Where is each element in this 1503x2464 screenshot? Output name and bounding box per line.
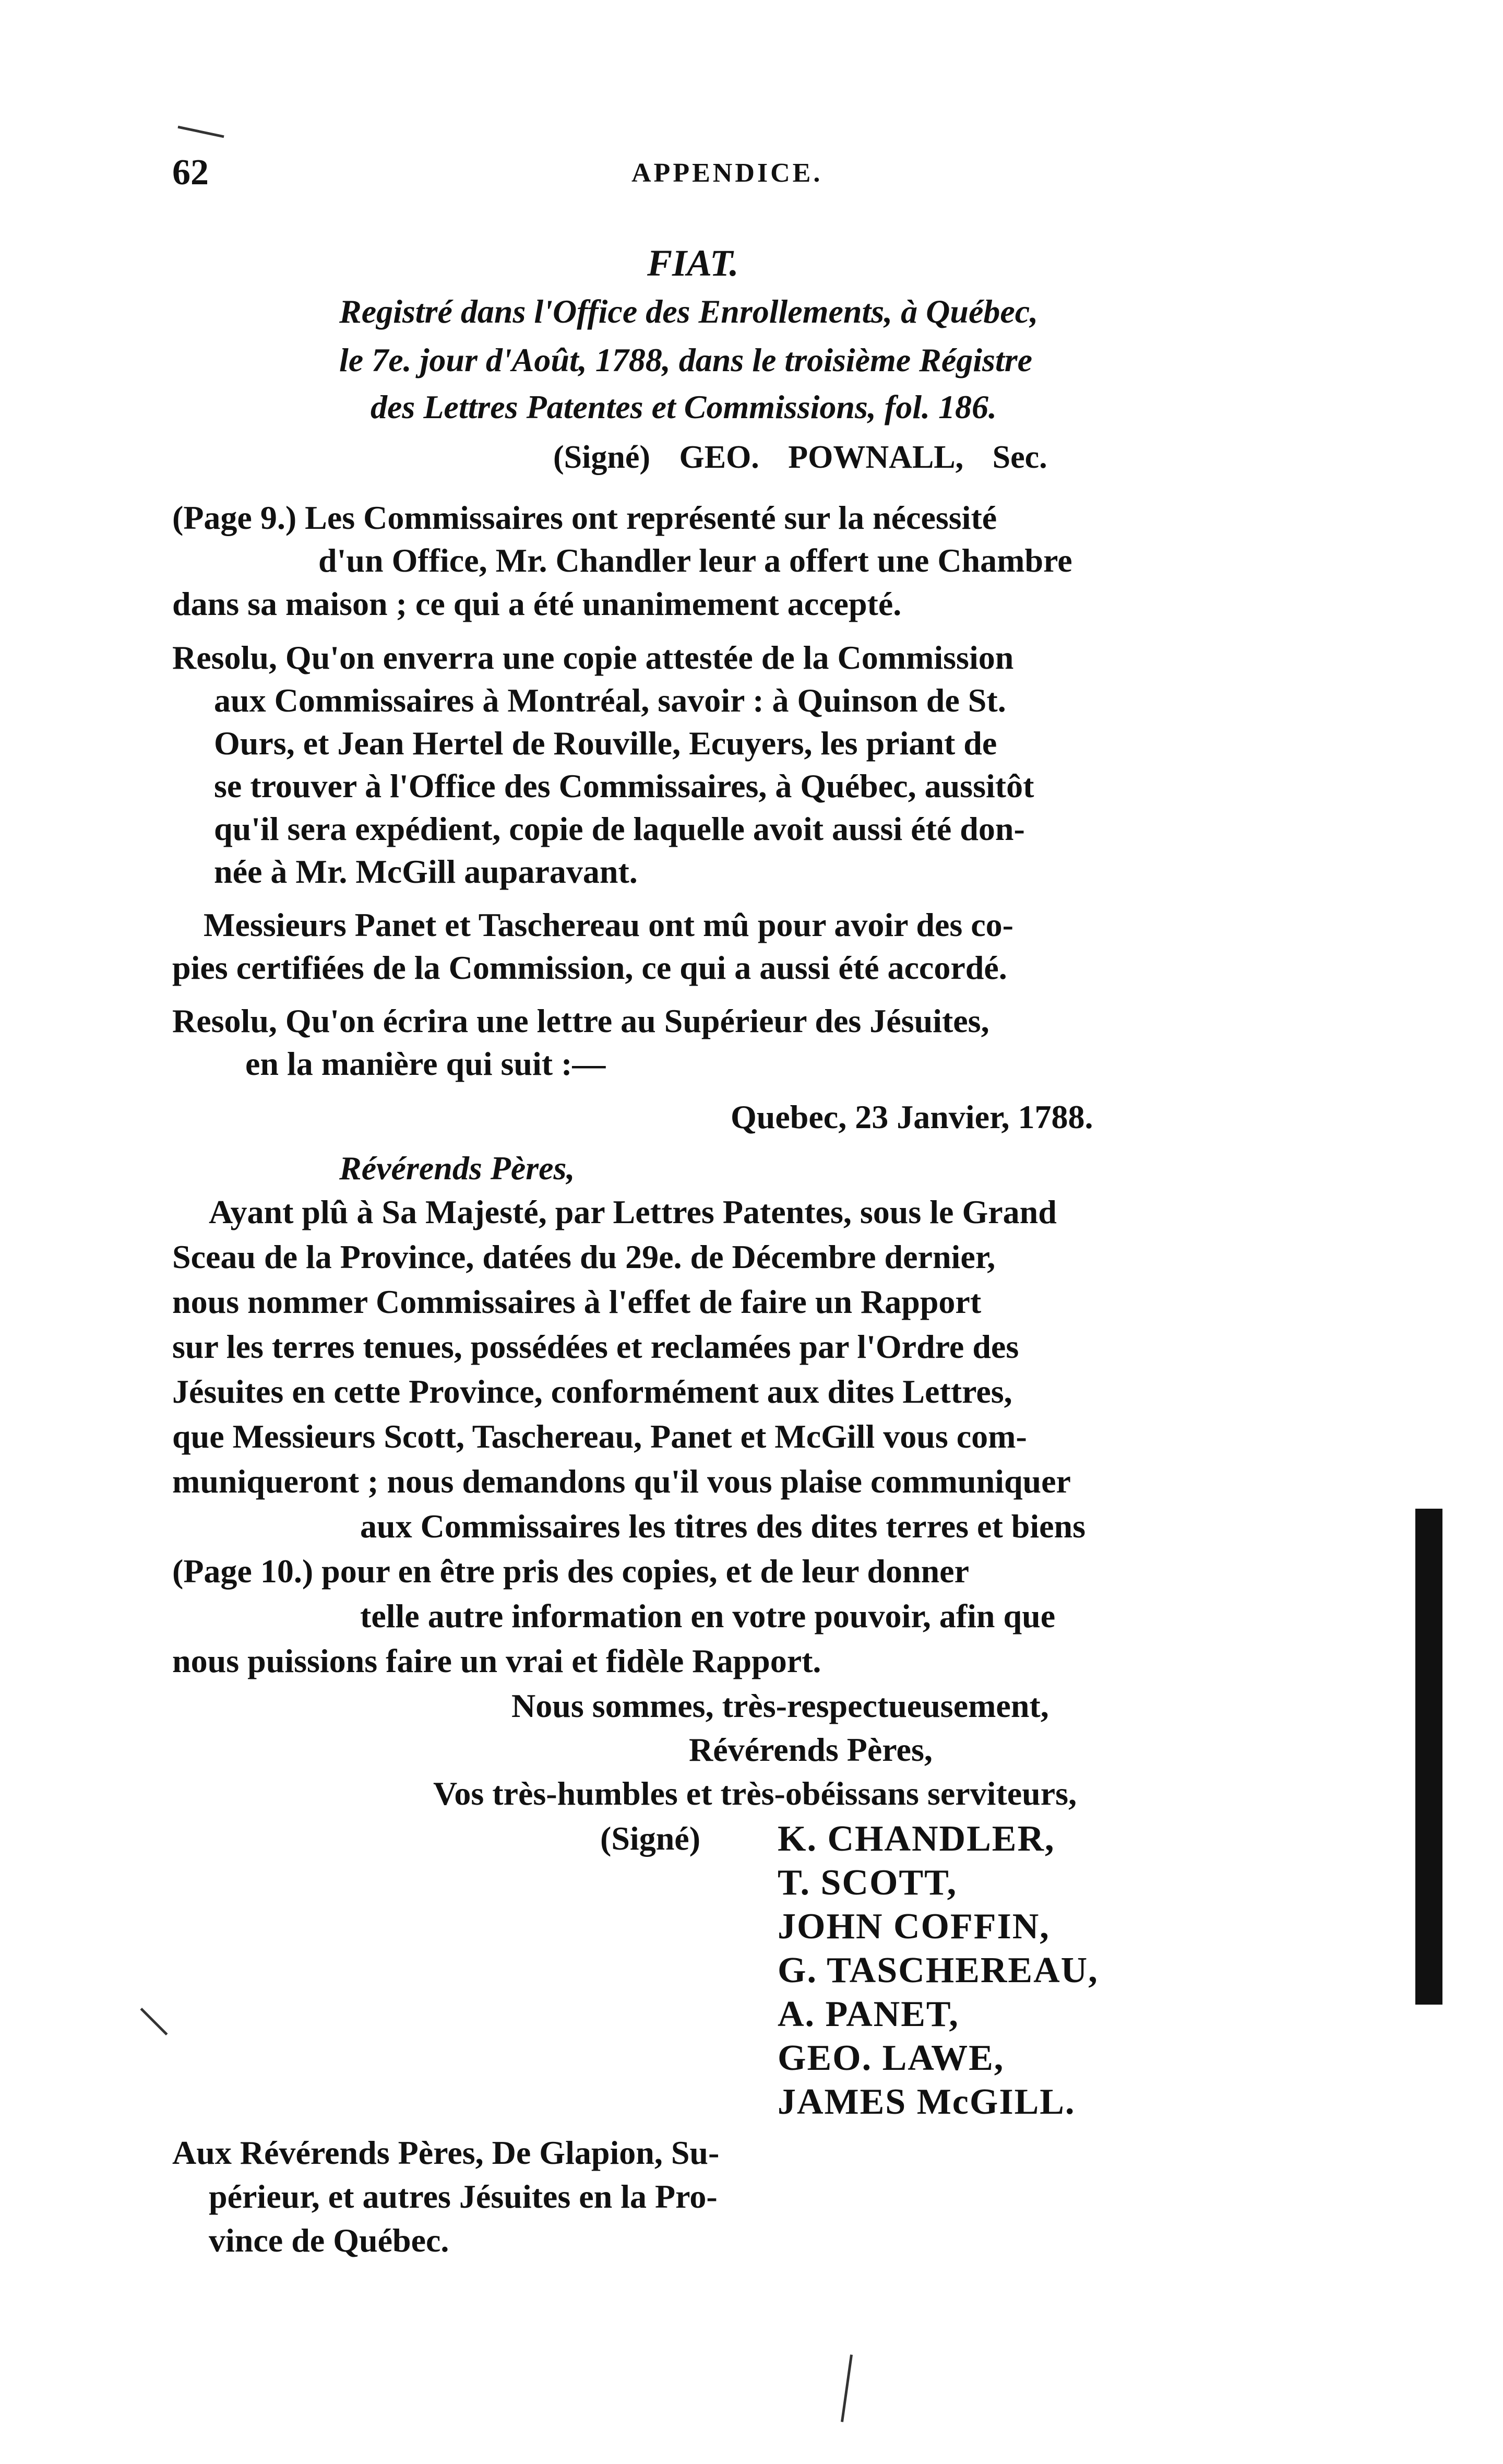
scan-stroke: [177, 126, 224, 138]
letter-line-7: muniqueront ; nous demandons qu'il vous plaise communiquer: [172, 1463, 1071, 1500]
signe-label: (Signé): [600, 1820, 700, 1857]
resolu2-line-1: Resolu, Qu'on écrira une lettre au Supérieur des Jésuites,: [172, 1002, 989, 1039]
signatory-5: A. PANET,: [778, 1994, 959, 2034]
signatory-7: JAMES McGILL.: [778, 2082, 1076, 2122]
para1-line-1: (Page 9.) Les Commissaires ont représenté sur la nécessité: [172, 499, 997, 536]
address-line-3: vince de Québec.: [209, 2222, 449, 2259]
letter-line-2: Sceau de la Province, datées du 29e. de Décembre dernier,: [172, 1238, 996, 1275]
letter-line-1: Ayant plû à Sa Majesté, par Lettres Patentes, sous le Grand: [209, 1193, 1057, 1230]
para2-line-1: Messieurs Panet et Taschereau ont mû pour avoir des co-: [204, 906, 1013, 943]
para1-line-2: d'un Office, Mr. Chandler leur a offert une Chambre: [318, 542, 1072, 579]
letter-line-3: nous nommer Commissaires à l'effet de faire un Rapport: [172, 1283, 982, 1320]
address-line-2: périeur, et autres Jésuites en la Pro-: [209, 2178, 718, 2215]
scan-stroke: [140, 2008, 168, 2035]
closing-line-1: Nous sommes, très-respectueusement,: [511, 1687, 1049, 1724]
fiat-line-2: le 7e. jour d'Août, 1788, dans le troisième Régistre: [339, 341, 1033, 378]
signatory-6: GEO. LAWE,: [778, 2038, 1005, 2078]
letter-line-9: (Page 10.) pour en être pris des copies, et de leur donner: [172, 1553, 969, 1590]
running-head: APPENDICE.: [631, 158, 823, 188]
signatory-3: JOHN COFFIN,: [778, 1906, 1050, 1947]
signatory-4: G. TASCHEREAU,: [778, 1950, 1099, 1991]
letter-line-6: que Messieurs Scott, Taschereau, Panet et McGill vous com-: [172, 1418, 1027, 1455]
closing-line-3: Vos très-humbles et très-obéissans serviteurs,: [433, 1775, 1077, 1812]
para1-line-3: dans sa maison ; ce qui a été unanimement accepté.: [172, 585, 902, 622]
fiat-line-1: Registré dans l'Office des Enrollements, à Québec,: [339, 293, 1039, 330]
signatory-2: T. SCOTT,: [778, 1863, 958, 1903]
resolu2-line-2: en la manière qui suit :—: [245, 1045, 606, 1082]
scan-stroke: [841, 2354, 853, 2422]
scan-margin-bar: [1415, 1509, 1442, 2005]
para2-line-2: pies certifiées de la Commission, ce qui a aussi été accordé.: [172, 949, 1007, 986]
fiat-signature: (Signé) GEO. POWNALL, Sec.: [553, 440, 1047, 475]
letter-line-10: telle autre information en votre pouvoir, afin que: [360, 1597, 1056, 1634]
letter-line-11: nous puissions faire un vrai et fidèle Rapport.: [172, 1642, 821, 1679]
closing-line-2: Révérends Pères,: [689, 1731, 933, 1768]
address-line-1: Aux Révérends Pères, De Glapion, Su-: [172, 2134, 720, 2171]
resolu1-line-6: née à Mr. McGill auparavant.: [214, 853, 638, 890]
resolu1-line-5: qu'il sera expédient, copie de laquelle avoit aussi été don-: [214, 810, 1025, 847]
letter-line-8: aux Commissaires les titres des dites terres et biens: [360, 1508, 1086, 1545]
letter-salutation: Révérends Pères,: [339, 1150, 575, 1187]
resolu1-line-3: Ours, et Jean Hertel de Rouville, Ecuyers, les priant de: [214, 725, 997, 762]
letter-line-5: Jésuites en cette Province, conformément aux dites Lettres,: [172, 1373, 1012, 1410]
resolu1-line-4: se trouver à l'Office des Commissaires, à Québec, aussitôt: [214, 767, 1034, 804]
signatory-1: K. CHANDLER,: [778, 1819, 1055, 1859]
fiat-title: FIAT.: [647, 242, 739, 284]
fiat-line-3: des Lettres Patentes et Commissions, fol. 186.: [371, 388, 997, 425]
letter-line-4: sur les terres tenues, possédées et reclamées par l'Ordre des: [172, 1328, 1019, 1365]
letter-place-date: Quebec, 23 Janvier, 1788.: [731, 1098, 1093, 1135]
page-number: 62: [172, 152, 209, 193]
resolu1-line-2: aux Commissaires à Montréal, savoir : à Quinson de St.: [214, 682, 1006, 719]
resolu1-line-1: Resolu, Qu'on enverra une copie attestée de la Commission: [172, 639, 1014, 676]
